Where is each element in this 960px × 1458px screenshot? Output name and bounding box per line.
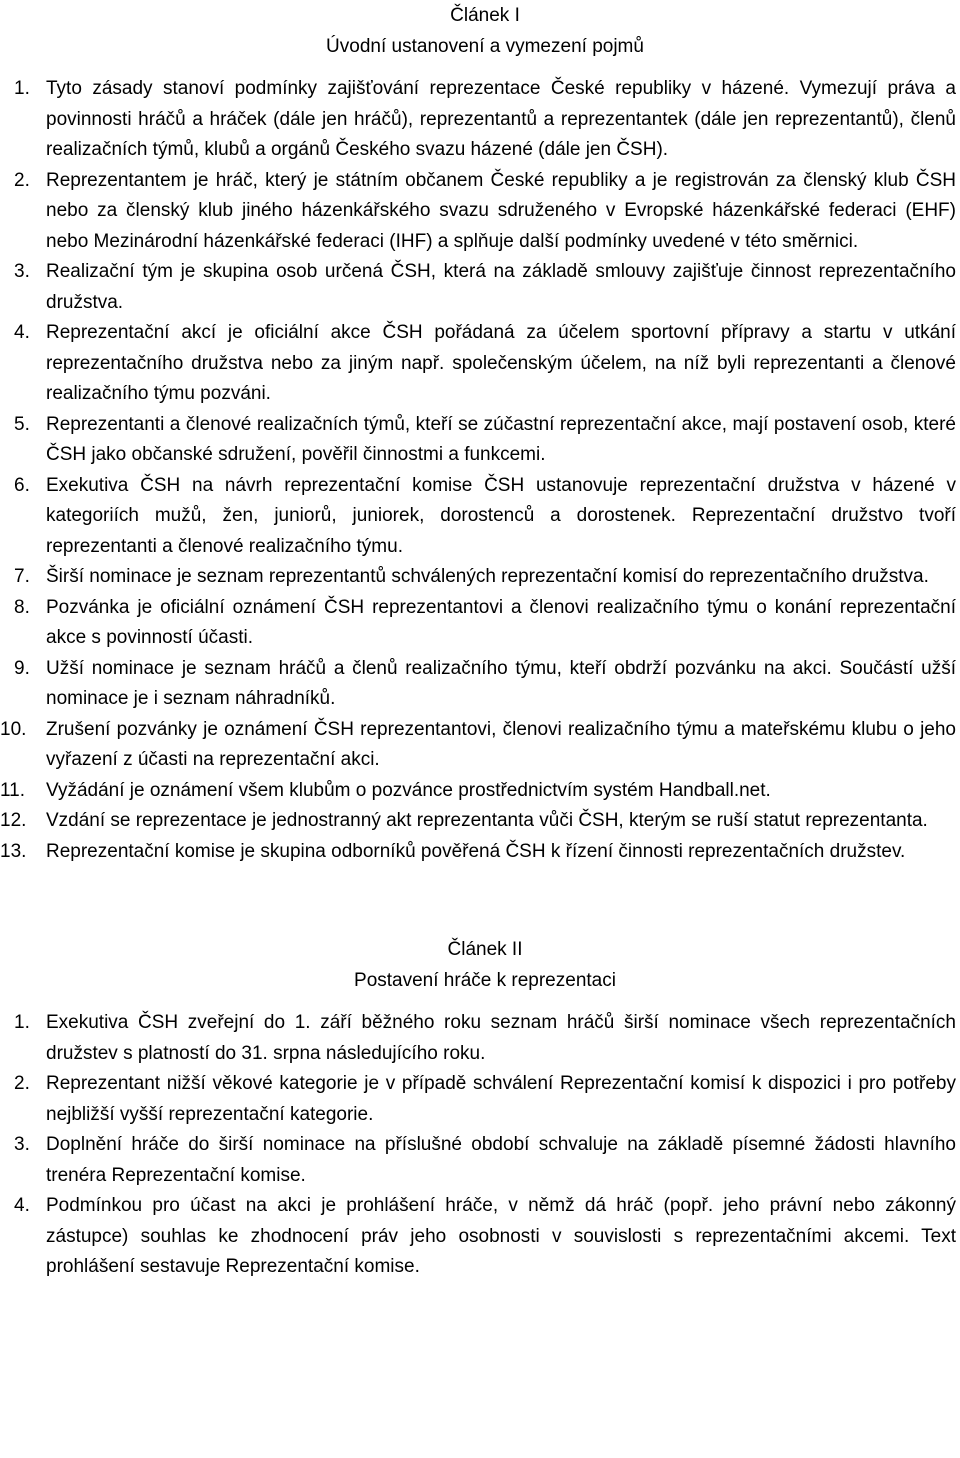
item-number: 9. [14,657,30,679]
article-1 [0,1,956,867]
list-item-2 [14,1069,956,1130]
item-text: Vzdání se reprezentace je jednostranný akt reprezentanta vůči ČSH, kterým se ruší statut reprezentanta. [46,810,928,831]
item-text: Širší nominace je seznam reprezentantů schválených reprezentační komisí do reprezentačního družstva. [46,566,929,587]
article-1-title: Článek I [450,5,520,26]
article-2-subtitle: Postavení hráče k reprezentaci [354,969,616,991]
item-number: 4. [14,1195,30,1216]
item-text: Podmínkou pro účast na akci je prohlášení hráče, v němž dá hráč (popř. jeho právní nebo zákonný zástupce) souhlas ke zhodnocení práv jeho osobnosti v souvislosti s reprezentačními akcemi. Text prohlášení sestavuje Reprezentační komise. [46,1195,956,1277]
spacer [14,62,956,74]
item-text: Zrušení pozvánky je oznámení ČSH reprezentantovi, členovi realizačního týmu a mateřskému klubu o jeho vyřazení z účasti na reprezentační akci. [46,718,956,770]
spacer [14,996,956,1008]
list-item-7 [14,562,956,593]
item-number: 3. [14,261,30,282]
item-number: 11. [0,779,26,801]
list-item-13 [0,837,956,868]
item-text: Pozvánka je oficiální oznámení ČSH reprezentantovi a členovi realizačního týmu o konání reprezentační akce s povinností účasti. [46,596,956,648]
item-number: 7. [14,566,30,587]
article-2-list [14,1008,956,1283]
list-item-3 [14,257,956,318]
item-text: Reprezentanti a členové realizačních týmů, kteří se zúčastní reprezentační akce, mají postavení osob, které ČSH jako občanské sdružení, pověřil činnostmi a funkcemi. [46,413,956,465]
article-2 [14,935,956,1283]
list-item-1 [14,74,956,166]
list-item-9 [14,654,956,715]
item-text: Reprezentační komise je skupina odborníků pověřená ČSH k řízení činnosti reprezentačních družstev. [46,840,906,862]
item-text: Reprezentační akcí je oficiální akce ČSH pořádaná za účelem sportovní přípravy a startu v utkání reprezentačního družstva nebo za jiným např. společenským účelem, na níž byli reprezentanti a členové realizačního týmu pozváni. [46,322,956,404]
item-text: Exekutiva ČSH zveřejní do 1. září běžného roku seznam hráčů širší nominace všech reprezentačních družstev s platností do 31. srpna následujícího roku. [46,1012,956,1064]
article-2-title: Článek II [447,939,523,960]
list-item-8 [14,593,956,654]
spacer [14,867,956,935]
item-number: 10. [0,718,27,740]
article-1-list [0,74,956,867]
item-number: 8. [14,596,30,618]
list-item-2 [14,166,956,258]
item-number: 1. [14,1012,30,1033]
list-item-10 [0,715,956,776]
item-number: 6. [14,474,30,496]
item-text: Realizační tým je skupina osob určená ČSH, která na základě smlouvy zajišťuje činnost reprezentačního družstva. [46,261,956,313]
item-number: 13. [0,840,27,862]
list-item-12 [0,806,956,837]
item-number: 4. [14,322,30,343]
item-text: Užší nominace je seznam hráčů a členů realizačního týmu, kteří obdrží pozvánku na akci. Součástí užší nominace je i seznam náhradníků. [46,657,956,709]
item-number: 3. [14,1134,30,1155]
item-text: Reprezentant nižší věkové kategorie je v případě schválení Reprezentační komisí k dispozici i pro potřeby nejbližší vyšší reprezentační kategorie. [46,1073,956,1125]
item-number: 12. [0,810,27,831]
item-text: Vyžádání je oznámení všem klubům o pozvánce prostřednictvím systém Handball.net. [46,779,771,801]
item-number: 5. [14,413,30,435]
article-1-subtitle: Úvodní ustanovení a vymezení pojmů [326,35,644,57]
list-item-11 [0,776,956,807]
item-text: Tyto zásady stanoví podmínky zajišťování reprezentace České republiky v házené. Vymezují práva a povinnosti hráčů a hráček (dále jen hráčů), reprezentantů a reprezentantek (dále jen reprezentantů), členů realizačních týmů, klubů a orgánů Českého svazu házené (dále jen ČSH). [46,78,956,160]
item-number: 1. [14,78,30,99]
list-item-5 [14,410,956,471]
item-number: 2. [14,1073,30,1094]
list-item-6 [14,471,956,563]
list-item-4 [14,1191,956,1283]
list-item-1 [14,1008,956,1069]
item-text: Doplnění hráče do širší nominace na příslušné období schvaluje na základě písemné žádosti hlavního trenéra Reprezentační komise. [46,1134,956,1186]
item-text: Exekutiva ČSH na návrh reprezentační komise ČSH ustanovuje reprezentační družstva v házené v kategoriích mužů, žen, juniorů, juniorek, dorostenců a dorostenek. Reprezentační družstvo tvoří reprezentanti a členové realizačního týmu. [46,474,956,557]
list-item-4 [14,318,956,410]
item-number: 2. [14,169,30,191]
item-text: Reprezentantem je hráč, který je státním občanem České republiky a je registrován za členský klub ČSH nebo za členský klub jiného házenkářského svazu sdruženého v Evropské házenkářské federaci (EHF) nebo Mezinárodní házenkářské federaci (IHF) a splňuje další podmínky uvedené v této směrnici. [46,169,956,252]
list-item-3 [14,1130,956,1191]
